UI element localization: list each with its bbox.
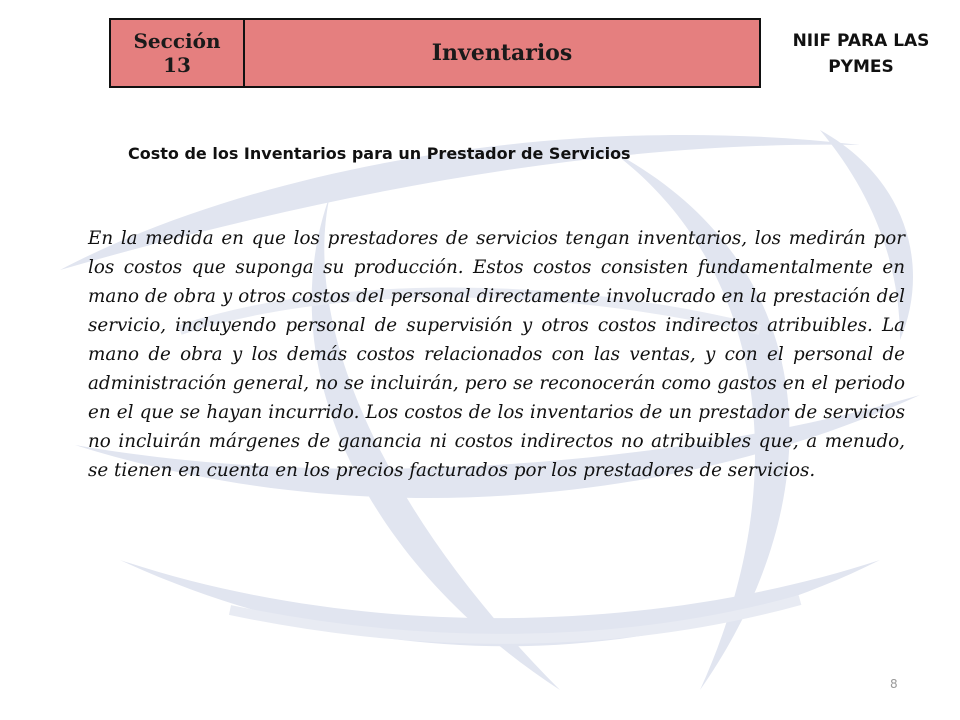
section-header bbox=[109, 18, 761, 88]
section-number: Sección 13 bbox=[111, 20, 245, 86]
standard-label: NIIF PARA LAS PYMES bbox=[792, 31, 930, 78]
page-subtitle: Costo de los Inventarios para un Prestador de Servicios bbox=[128, 144, 631, 163]
section-title: Inventarios bbox=[431, 40, 573, 66]
page-number: 8 bbox=[890, 677, 898, 691]
body-paragraph: En la medida en que los prestadores de servicios tengan inventarios, los medirán por los costos que suponga su producción. Estos costos consisten fundamentalmente en mano de obra y otros costos del personal directamente involucrado en la prestación del servicio, incluyendo personal de supervisión y otros costos indirectos atribuibles. La mano de obra y los demás costos relacionados con las ventas, y con el personal de administración general, no se incluirán, pero se reconocerán como gastos en el periodo en el que se hayan incurrido. Los costos de los inventarios de un prestador de servicios no incluirán márgenes de ganancia ni costos indirectos no atribuibles que, a menudo, se tienen en cuenta en los precios facturados por los prestadores de servicios. bbox=[88, 228, 905, 481]
